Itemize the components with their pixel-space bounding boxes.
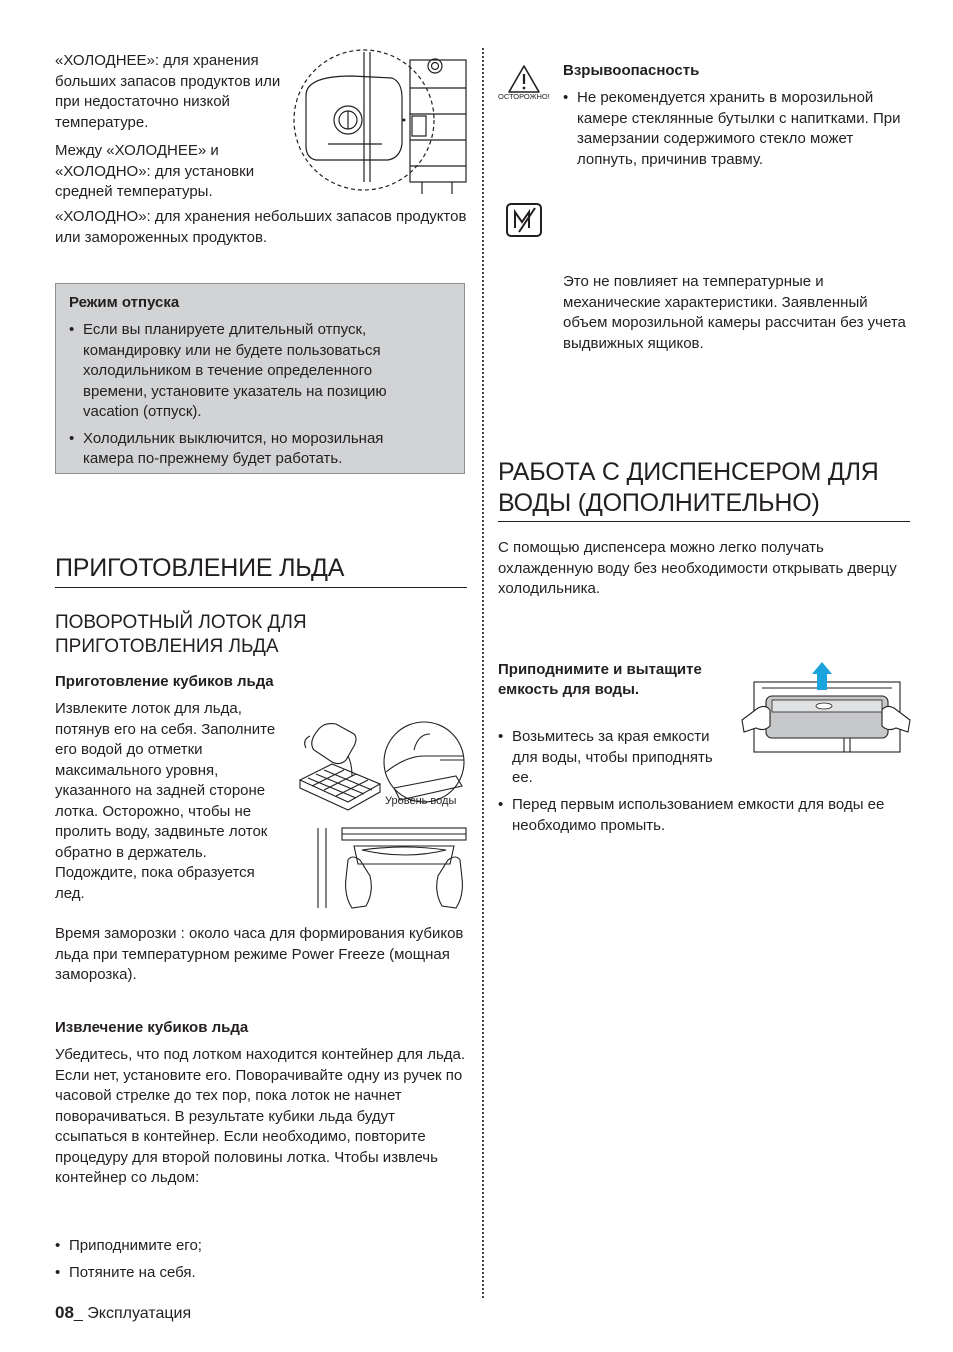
ice-making-heading: ПРИГОТОВЛЕНИЕ ЛЬДА <box>55 554 345 582</box>
freeze-time-text: Время заморозки : около часа для формирования кубиков льда при температурном режиме Power Freeze (мощная заморозка). <box>55 925 464 983</box>
column-divider <box>482 48 484 1298</box>
removing-step-2: • Потяните на себя. <box>55 1263 455 1284</box>
dispenser-heading: РАБОТА С ДИСПЕНСЕРОМ ДЛЯ ВОДЫ (ДОПОЛНИТЕЛЬНО) <box>498 458 879 517</box>
lift-step-2: • Перед первым использованием емкости для воды ее необходимо промыть. <box>498 795 910 836</box>
intro-text-cold-more <box>55 51 285 203</box>
vacation-item-1: • Если вы планируете длительный отпуск, командировку или не будете пользоваться холодильником в течение определенного времени, установите указатель на позицию vacation (отпуск). <box>69 320 414 423</box>
dispenser-heading-rule <box>498 521 910 522</box>
page-number: 08 <box>55 1303 74 1322</box>
removing-cubes-text: Убедитесь, что под лотком находится контейнер для льда. Если нет, установите его. Поворачивайте одну из ручек по часовой стрелке до тех пор, пока лоток не начнет поворачиваться. В результате кубики льда будут ссыпаться в контейнер. Если необходимо, повторите процедуру для второй половины лотка. Чтобы извлечь контейнер со льдом: <box>55 1046 466 1186</box>
vacation-item-2: • Холодильник выключится, но морозильная камера по-прежнему будет работать. <box>69 429 414 470</box>
intro-paragraph-cold: «ХОЛОДНО»: для хранения небольших запасов продуктов или замороженных продуктов. <box>55 208 467 246</box>
explosion-hazard-list <box>563 88 913 170</box>
caution-label: ОСТОРОЖНО! <box>498 92 550 101</box>
caution-warning-icon <box>507 64 541 94</box>
vacation-mode-box <box>55 283 465 474</box>
intro-paragraph-between: Между «ХОЛОДНЕЕ» и «ХОЛОДНО»: для установки средней температуры. <box>55 142 255 200</box>
note-icon <box>505 202 543 238</box>
intro-paragraph-colder: «ХОЛОДНЕЕ»: для хранения больших запасов продуктов или при недостаточно низкой температуре. <box>55 52 281 131</box>
removing-steps-list <box>55 1236 455 1283</box>
explosion-hazard-item: • Не рекомендуется хранить в морозильной камере стеклянные бутылки с напитками. При замерзании содержимого стекло может лопнуть, причинив травму. <box>563 88 913 170</box>
lift-step-1: • Возьмитесь за края емкости для воды, чтобы приподнять ее. <box>498 727 713 789</box>
lift-container-list-a <box>498 727 713 789</box>
ice-heading-rule <box>55 587 467 588</box>
vacation-mode-title: Режим отпуска <box>69 294 180 311</box>
tray-heading: ПОВОРОТНЫЙ ЛОТОК ДЛЯ ПРИГОТОВЛЕНИЯ ЛЬДА <box>55 612 307 657</box>
making-cubes-text: Извлеките лоток для льда, потянув его на себя. Заполните его водой до отметки максимального уровня, указанного на задней стороне лотка. Осторожно, чтобы не пролить воду, задвиньте лоток обратно в держатель. Подождите, пока образуется лед. <box>55 700 276 902</box>
making-cubes-title: Приготовление кубиков льда <box>55 673 274 690</box>
lift-container-list-b <box>498 795 910 836</box>
thermostat-dial-illustration <box>292 48 470 196</box>
removing-step-1: • Приподнимите его; <box>55 1236 455 1257</box>
tray-insertion-illustration <box>314 826 469 910</box>
vacation-mode-list <box>69 320 414 470</box>
water-level-label: Уровень воды <box>385 795 457 807</box>
page-footer <box>55 1303 191 1323</box>
lift-up-arrow-icon <box>812 662 832 690</box>
removing-cubes-title: Извлечение кубиков льда <box>55 1019 249 1036</box>
note-text: Это не повлияет на температурные и механические характеристики. Заявленный объем морозильной камеры рассчитан без учета выдвижных ящиков. <box>563 273 906 352</box>
dispenser-intro-text: С помощью диспенсера можно легко получать охлажденную воду без необходимости открывать дверцу холодильника. <box>498 539 897 597</box>
water-container-illustration <box>740 662 912 754</box>
explosion-hazard-title: Взрывоопасность <box>563 62 700 79</box>
lift-container-title: Приподнимите и вытащите емкость для воды. <box>498 661 702 698</box>
footer-section: _ Эксплуатация <box>73 1305 192 1322</box>
